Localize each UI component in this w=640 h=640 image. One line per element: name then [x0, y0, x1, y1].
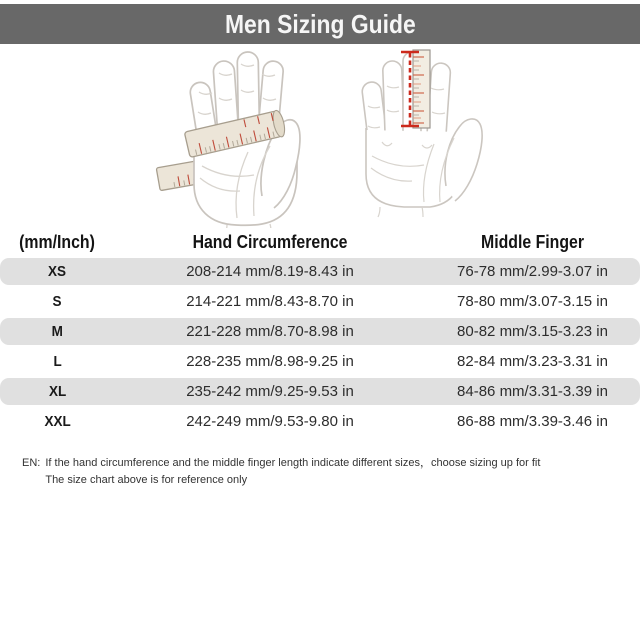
table-row-s	[0, 288, 640, 315]
middle-finger-value: 78-80 mm/3.07-3.15 in	[457, 293, 608, 310]
size-table	[0, 226, 640, 438]
footnote-line-2: The size chart above is for reference only	[45, 474, 248, 486]
table-row-xs	[0, 258, 640, 285]
column-header-unit: (mm/Inch)	[19, 231, 96, 252]
hand-circumference-value: 221-228 mm/8.70-8.98 in	[186, 323, 354, 340]
size-table-body	[0, 258, 640, 435]
size-label: L	[53, 353, 62, 370]
column-header-hand-circumference: Hand Circumference	[192, 231, 348, 252]
middle-finger-value: 76-78 mm/2.99-3.07 in	[457, 263, 608, 280]
middle-finger-value: 80-82 mm/3.15-3.23 in	[457, 323, 608, 340]
column-header-middle-finger: Middle Finger	[481, 231, 584, 252]
hand-circumference-value: 228-235 mm/8.98-9.25 in	[186, 353, 354, 370]
middle-finger-ruler-icon	[361, 50, 482, 217]
middle-finger-illustration	[358, 44, 488, 228]
middle-finger-value: 86-88 mm/3.39-3.46 in	[457, 413, 608, 430]
footnote-language-prefix: EN:	[22, 457, 41, 469]
hand-circumference-value: 214-221 mm/8.43-8.70 in	[186, 293, 354, 310]
middle-finger-value: 84-86 mm/3.31-3.39 in	[457, 383, 608, 400]
footnote	[22, 455, 540, 489]
size-label: XS	[48, 263, 67, 280]
table-row-xl	[0, 378, 640, 405]
size-table-header	[0, 226, 640, 258]
size-label: M	[51, 323, 64, 340]
table-row-l	[0, 348, 640, 375]
table-row-xxl	[0, 408, 640, 435]
size-label: S	[52, 293, 62, 310]
hand-circumference-value: 208-214 mm/8.19-8.43 in	[186, 263, 354, 280]
middle-finger-value: 82-84 mm/3.23-3.31 in	[457, 353, 608, 370]
title-bar	[0, 4, 640, 44]
size-label: XXL	[44, 413, 71, 430]
hand-circumference-value: 235-242 mm/9.25-9.53 in	[186, 383, 354, 400]
hand-circumference-value: 242-249 mm/9.53-9.80 in	[186, 413, 354, 430]
table-row-m	[0, 318, 640, 345]
footnote-line-1: If the hand circumference and the middle finger length indicate different sizes，choose sizing up for fit	[45, 457, 541, 469]
hand-circumference-illustration	[150, 46, 345, 228]
page-title: Men Sizing Guide	[224, 8, 416, 39]
footnote-text	[45, 455, 540, 489]
size-label: XL	[48, 383, 67, 400]
hand-circumference-tape-measure-icon	[156, 52, 300, 228]
